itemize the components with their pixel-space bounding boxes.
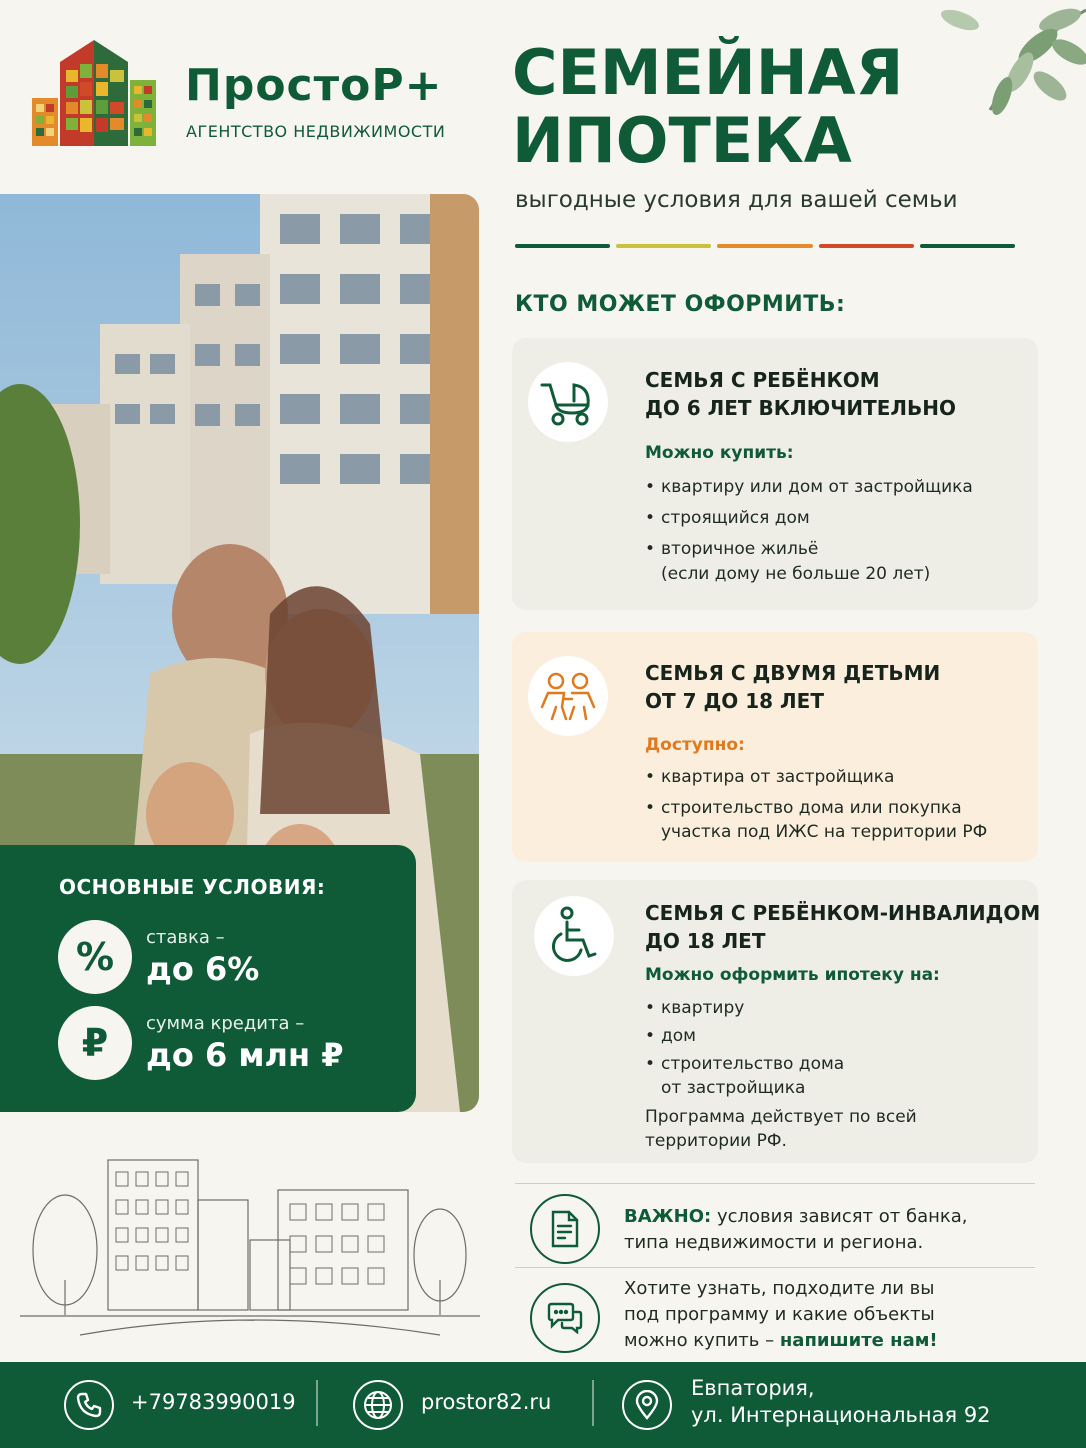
list-item: • строительство дома [645, 1052, 1025, 1076]
brand-logo [30, 40, 158, 150]
rate-label: ставка – [146, 927, 225, 948]
location-pin-icon [622, 1380, 672, 1430]
card3-list-continuation: от застройщика [661, 1078, 806, 1098]
card3-title-line2: ДО 18 ЛЕТ [645, 929, 766, 953]
card3-subheading: Можно оформить ипотеку на: [645, 965, 940, 985]
card1-list-note: (если дому не больше 20 лет) [661, 564, 931, 584]
list-item: • квартиру или дом от застройщика [645, 475, 1025, 499]
footer-separator [592, 1380, 594, 1426]
footer-separator [316, 1380, 318, 1426]
list-item: • строящийся дом [645, 506, 1025, 530]
card3-note-line1: Программа действует по всей [645, 1107, 917, 1127]
cta-line3: можно купить – напишите нам! [624, 1330, 938, 1351]
list-item: • квартира от застройщика [645, 765, 1025, 789]
conditions-title: ОСНОВНЫЕ УСЛОВИЯ: [59, 875, 326, 899]
divider-segment [819, 244, 914, 248]
address-line2: ул. Интернациональная 92 [691, 1403, 991, 1427]
website-link[interactable]: prostor82.ru [421, 1390, 552, 1414]
card2-subheading: Доступно: [645, 735, 745, 755]
loan-amount-label: сумма кредита – [146, 1013, 305, 1034]
leaves-decoration [920, 0, 1086, 120]
buildings-sketch [20, 1140, 480, 1340]
brand-name: ПростоР+ [185, 60, 443, 111]
card2-list [645, 765, 1025, 820]
important-note-line2: типа недвижимости и региона. [624, 1232, 924, 1253]
important-note-line1: ВАЖНО: условия зависят от банка, [624, 1206, 968, 1227]
important-label: ВАЖНО: [624, 1206, 712, 1227]
page-subtitle: выгодные условия для вашей семьи [515, 187, 958, 213]
loan-amount-value: до 6 млн ₽ [146, 1036, 344, 1074]
globe-icon [353, 1380, 403, 1430]
card1-subheading: Можно купить: [645, 443, 794, 463]
who-can-apply-title: КТО МОЖЕТ ОФОРМИТЬ: [515, 292, 846, 317]
card2-list-continuation: участка под ИЖС на территории РФ [661, 822, 988, 842]
phone-icon [64, 1380, 114, 1430]
list-item: • дом [645, 1024, 1025, 1048]
address-line1: Евпатория, [691, 1376, 815, 1400]
write-to-us-link[interactable]: напишите нам! [779, 1330, 938, 1351]
card3-title-line1: СЕМЬЯ С РЕБЁНКОМ-ИНВАЛИДОМ [645, 901, 1041, 925]
card2-title-line2: ОТ 7 ДО 18 ЛЕТ [645, 689, 824, 713]
document-icon [530, 1194, 600, 1264]
brand-subtitle: АГЕНТСТВО НЕДВИЖИМОСТИ [186, 122, 446, 141]
wheelchair-icon [534, 896, 614, 976]
two-children-icon [528, 656, 608, 736]
divider-segment [515, 244, 610, 248]
card2-title-line1: СЕМЬЯ С ДВУМЯ ДЕТЬМИ [645, 661, 941, 685]
card3-note-line2: территории РФ. [645, 1131, 787, 1151]
cta-line1: Хотите узнать, подходите ли вы [624, 1278, 935, 1299]
color-divider [515, 244, 1015, 248]
card1-list [645, 475, 1025, 561]
divider-segment [616, 244, 711, 248]
divider-line [515, 1267, 1035, 1268]
page-title-line2: ИПОТЕКА [512, 104, 852, 177]
percent-icon: % [58, 920, 132, 994]
divider-segment [717, 244, 812, 248]
chat-icon[interactable] [530, 1283, 600, 1353]
cta-line2: под программу и какие объекты [624, 1304, 935, 1325]
card3-list [645, 996, 1025, 1076]
stroller-icon [528, 362, 608, 442]
divider-segment [920, 244, 1015, 248]
list-item: • строительство дома или покупка [645, 796, 1025, 820]
phone-number[interactable]: +79783990019 [131, 1390, 296, 1414]
card1-title-line2: ДО 6 ЛЕТ ВКЛЮЧИТЕЛЬНО [645, 396, 957, 420]
divider-line [515, 1183, 1035, 1184]
page-title-line1: СЕМЕЙНАЯ [512, 36, 904, 109]
list-item: • вторичное жильё [645, 537, 1025, 561]
list-item: • квартиру [645, 996, 1025, 1020]
ruble-icon: ₽ [58, 1006, 132, 1080]
rate-value: до 6% [146, 950, 260, 988]
card1-title-line1: СЕМЬЯ С РЕБЁНКОМ [645, 368, 880, 392]
